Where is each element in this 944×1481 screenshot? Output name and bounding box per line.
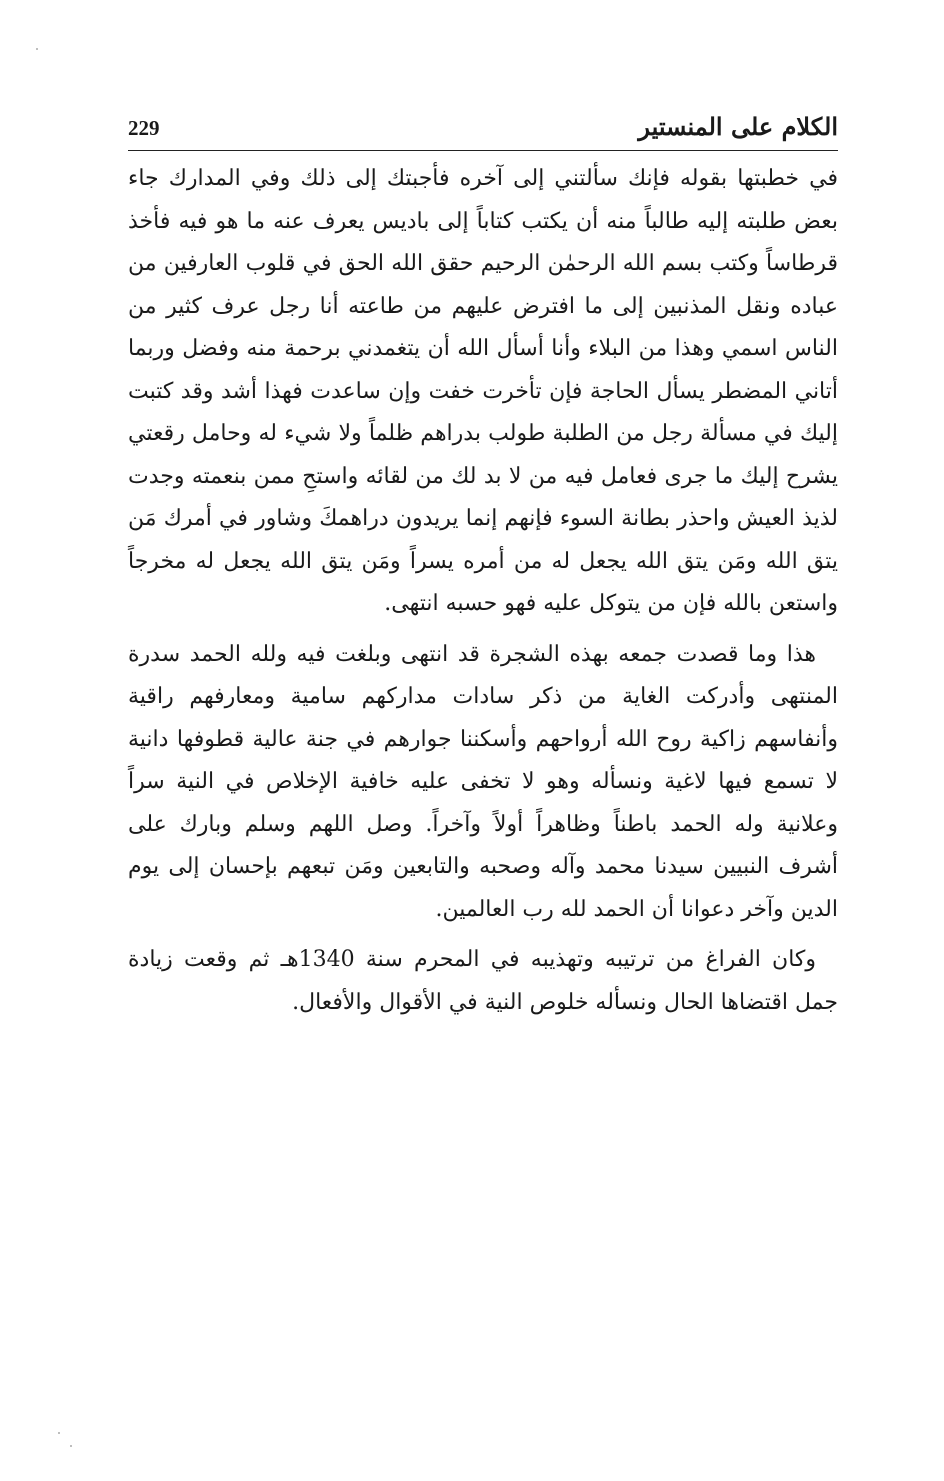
- body-text: [128, 158, 838, 1024]
- scan-speck: [58, 1432, 60, 1434]
- paragraph-colophon: وكان الفراغ من ترتيبه وتهذيبه في المحرم سنة 1340هـ ثم وقعت زيادة جمل اقتضاها الحال ونسأله خلوص النية في الأقوال والأفعال.: [128, 947, 838, 1015]
- paragraph-closing: هذا وما قصدت جمعه بهذه الشجرة قد انتهى وبلغت فيه ولله الحمد سدرة المنتهى وأدركت الغاية من ذكر سادات مداركهم سامية ومعارفهم راقية وأنفاسهم زاكية روح الله أرواحهم وأسكننا جوارهم في جنة عالية قطوفها دانية لا تسمع فيها لاغية ونسأله وهو لا تخفى عليه خافية الإخلاص في النية سراً وعلانية وله الحمد باطناً وظاهراً أولاً وآخراً. وصل اللهم وسلم وبارك على أشرف النبيين سيدنا محمد وآله وصحبه والتابعين ومَن تبعهم بإحسان إلى يوم الدين وآخر دعوانا أن الحمد لله رب العالمين.: [128, 641, 838, 922]
- scan-speck: [36, 48, 38, 50]
- running-header: [128, 112, 838, 148]
- header-rule: [128, 150, 838, 151]
- paragraph-letter: في خطبتها بقوله فإنك سألتني إلى آخره فأجبتك إلى ذلك وفي المدارك جاء بعض طلبته إليه طالباً منه أن يكتب كتاباً إلى باديس يعرف عنه ما هو فيه فأخذ قرطاساً وكتب بسم الله الرحمٰن الرحيم حقق الله الحق في قلوب العارفين من عباده ونقل المذنبين إلى ما افترض عليهم من طاعته أنا رجل عرف كثير من الناس اسمي وهذا من البلاء وأنا أسأل الله أن يتغمدني برحمة منه وفضل وربما أتاني المضطر يسأل الحاجة فإن تأخرت خفت وإن ساعدت فهذا أشد وقد كتبت إليك في مسألة رجل من الطلبة طولب بدراهم ظلماً ولا شيء له وحامل رقعتي يشرح إليك ما جرى فعامل فيه من لا بد لك من لقائه واستحِ ممن بنعمته وجدت لذيذ العيش واحذر بطانة السوء فإنهم إنما يريدون دراهمكَ وشاور في أمرك مَن يتق الله ومَن يتق الله يجعل له من أمره يسراً ومَن يتق الله يجعل له مخرجاً واستعن بالله فإن من يتوكل عليه فهو حسبه انتهى.: [128, 166, 838, 616]
- running-header-title: الكلام على المنستير: [638, 112, 838, 141]
- page-number: 229: [128, 116, 160, 140]
- scan-speck: [70, 1445, 72, 1447]
